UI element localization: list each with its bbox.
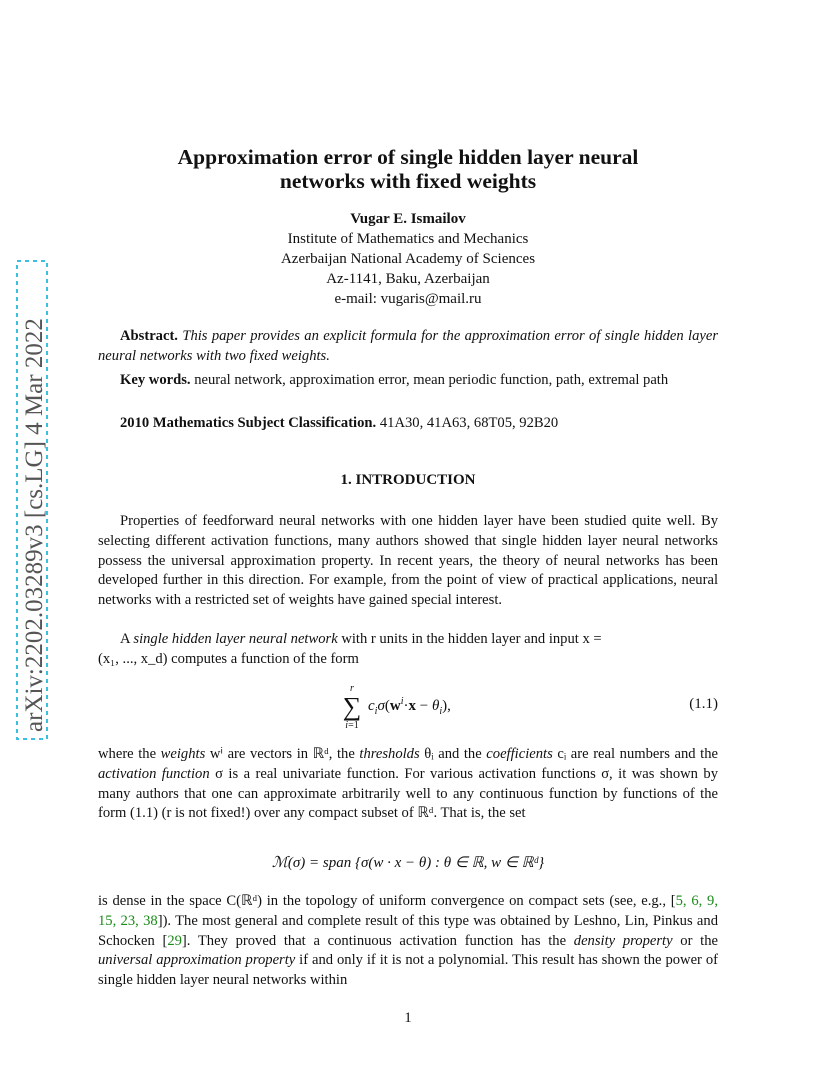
intro-p3-d: cᵢ are real numbers and the <box>552 746 718 762</box>
intro-p2-term: single hidden layer neural network <box>133 631 338 647</box>
intro-p2-d: (x₁, ..., x_d) computes a function of the form <box>98 650 359 667</box>
equation-1-1-body: $c_i\sigma(w^i\cdot x - \theta_i)$, <box>368 696 451 717</box>
msc <box>98 414 718 434</box>
equation-number: (1.1) <box>689 696 718 712</box>
intro-p4-e: if and only if it is not a polynomial. This result has shown the power of single hidden layer neural networks within <box>98 952 718 989</box>
citation-link-29[interactable]: 29 <box>167 932 182 949</box>
term-universal-approximation-property: universal approximation property <box>98 952 296 969</box>
author-affiliation-2: Azerbaijan National Academy of Sciences <box>280 251 536 267</box>
intro-p4-d: or the <box>672 932 718 949</box>
citation-link-group-1[interactable]: 5, 6, 9, 15, 23, 38 <box>98 893 718 929</box>
author-address: Az-1141, Baku, Azerbaijan <box>326 271 490 287</box>
keywords <box>98 371 718 391</box>
author-block <box>98 209 718 309</box>
author-email: e-mail: vugaris@mail.ru <box>334 291 482 307</box>
author-name: Vugar E. Ismailov <box>350 211 466 227</box>
equation-1-1 <box>98 683 718 733</box>
keywords-label: Key words. <box>120 372 191 388</box>
intro-p3-b: wⁱ are vectors in ℝᵈ, the <box>205 746 360 762</box>
term-density-property: density property <box>573 932 673 949</box>
arxiv-sidebar-stamp <box>16 260 56 740</box>
intro-paragraph-3 <box>98 745 718 824</box>
abstract <box>98 327 718 367</box>
intro-p4-c: ]. They proved that a continuous activation function has the <box>181 932 574 949</box>
intro-p3-a: where the <box>98 746 161 762</box>
author-affiliation-1: Institute of Mathematics and Mechanics <box>287 231 529 247</box>
term-activation-function: activation function <box>98 765 210 782</box>
intro-p4-b: ]). The most general and complete result of this type was obtained by Leshno, Lin, Pinkus and Schocken [ <box>98 912 719 949</box>
arxiv-stamp-text: arXiv:2202.03289v3 [cs.LG] 4 Mar 2022 <box>21 318 48 732</box>
sum-operator: r ∑ i=1 <box>342 683 362 731</box>
term-thresholds: thresholds <box>359 746 420 762</box>
msc-label: 2010 Mathematics Subject Classification. <box>120 415 377 431</box>
term-weights: weights <box>160 746 206 762</box>
intro-paragraph-1: Properties of feedforward neural networks with one hidden layer have been studied quite well. By selecting different activation functions, many authors showed that single hidden layer neural networks possess the universal approximation property. In recent years, the theory of neural networks has been developed further in this direction. For example, from the point of view of practical applications, neural networks with a restricted set of weights have gained special interest. <box>98 513 718 609</box>
title-line-2: networks with fixed weights <box>279 169 537 193</box>
abstract-label: Abstract. <box>120 328 178 344</box>
paper-title <box>98 145 718 193</box>
msc-text: 41A30, 41A63, 68T05, 92B20 <box>379 415 559 431</box>
term-coefficients: coefficients <box>486 746 553 762</box>
page-number: 1 <box>404 1010 412 1026</box>
title-line-1: Approximation error of single hidden layer neural <box>177 145 639 169</box>
intro-p2-c: with r units in the hidden layer and input x = <box>337 631 602 647</box>
keywords-text: neural network, approximation error, mean periodic function, path, extremal path <box>194 372 669 388</box>
intro-p3-c: θᵢ and the <box>419 746 487 762</box>
intro-paragraph-4 <box>98 892 718 991</box>
equation-span-set: ℳ(σ) = span {σ(w · x − θ) : θ ∈ ℝ, w ∈ ℝᵈ} <box>271 855 545 871</box>
intro-p4-a: is dense in the space C(ℝᵈ) in the topology of uniform convergence on compact sets (see, e.g., [ <box>98 893 676 909</box>
abstract-text: This paper provides an explicit formula for the approximation error of single hidden layer neural networks with two fixed weights. <box>98 328 718 364</box>
section-heading-introduction: 1. INTRODUCTION <box>340 472 476 488</box>
intro-p3-e: σ is a real univariate function. For various activation functions σ, it was shown by many authors that one can approximate arbitrarily well to any continuous function by functions of the form (1.1) (r is not fixed!) over any compact subset of ℝᵈ. That is, the set <box>98 765 718 822</box>
intro-paragraph-2 <box>98 630 718 670</box>
intro-p2-a: A <box>120 631 134 647</box>
